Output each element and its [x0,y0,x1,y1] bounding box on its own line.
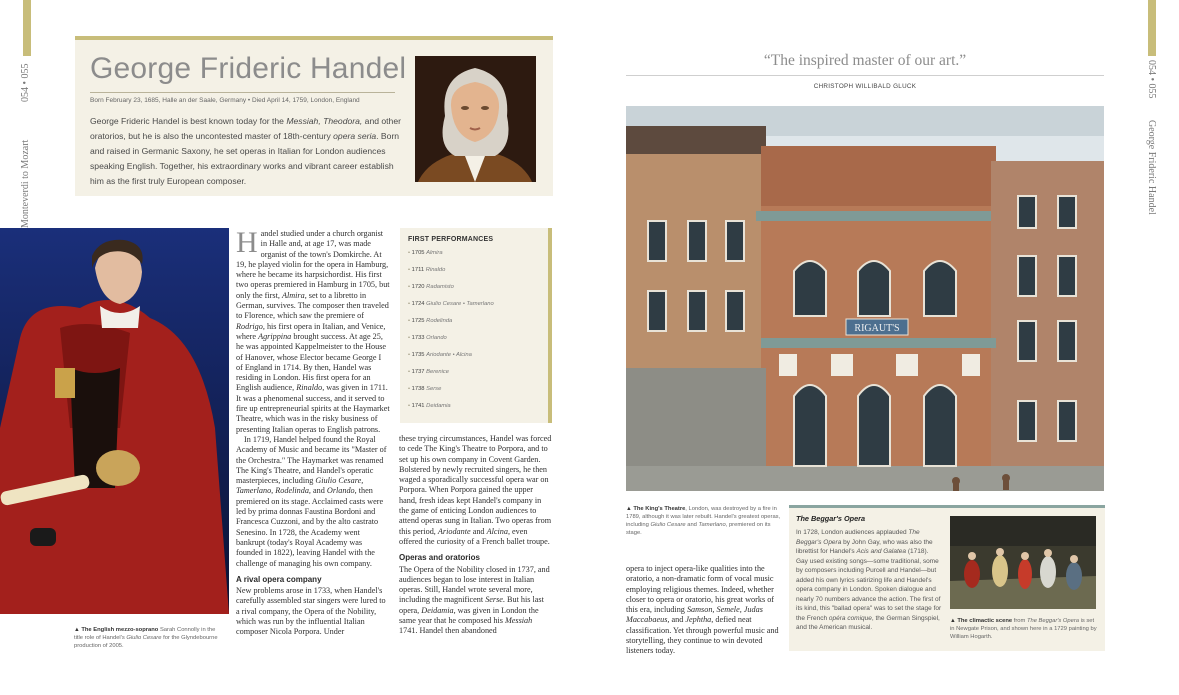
first-performance-year: 1724 [411,301,427,307]
subhead-operas-oratorios: Operas and oratorios [399,553,480,563]
quote-divider [626,75,1104,76]
title-divider [90,92,395,93]
col1-para3: New problems arose in 1733, when Handel's carefully assembled star singers were lured to a rival company, the Opera of the Nobility, which was run by the influential Italian composer Nicola Porpora. Under [236,586,386,637]
first-performances-title: FIRST PERFORMANCES [408,236,494,243]
beggars-opera-text: In 1728, London audiences applauded The Beggar's Opera by John Gay, who was also the librettist for Handel's Acis and Galatea (1718). Gay used existing songs—some traditional, some by composers including Purcell and Handel—but added his own lyrics satirizing life and Handel's opera company in London. Spoken dialogue and nearly 70 numbers advance the action. The first of its kind, this "ballad opera" was to set the stage for the French opéra comique, the German Singspiel, and the American musical. [796,529,942,631]
first-performance-work: Serse [426,386,442,392]
first-performance-item: • 1735 Ariodante • Alcina [408,352,472,358]
first-performance-work: Rodelinda [426,318,453,324]
first-performance-work: Orlando [426,335,447,341]
first-performance-item: • 1737 Berenice [408,369,450,375]
first-performance-item: • 1705 Almira [408,250,443,256]
col2-para1: these trying circumstances, Handel was forced to cede The King's Theatre to Porpora, and to set up his own company in Covent Garden. Bolstered by newly recruited singers, he then waged a sporadically successful opera war on Porpora. When Porpora gained the upper hand, fresh ideas kept Handel's company in the game of enticing London audiences to attend operas sung in Italian. Two operas from this period, Ariodante and Alcina, even offered the curiosity of a French ballet troupe. [399,434,552,546]
col2-para2: The Opera of the Nobility closed in 1737, and audiences began to lose interest in Italian operas. Still, Handel wrote several more, including the magnificent Serse. But his last opera, Deidamia, was given in London the same year that he composed his Messiah 1741. Handel then abandoned [399,564,550,636]
singer-caption: ▲ The English mezzo-soprano Sarah Connolly in the title role of Handel's Giulio Cesare for the Glyndebourne production of 2005. [74,627,218,649]
first-performance-work: Radamisto [426,284,454,290]
handel-portrait [415,56,536,182]
col1-para2: In 1719, Handel helped found the Royal Academy of Music and became its "Master of the Orchestra." The Haymarket was renamed The King's Theatre, and Handel's operatic masterpieces, including Giulio Cesare, Tamerlano, Rodelinda, and Orlando, then premiered on its stage. Acclaimed casts were led by prima donnas Faustina Bordoni and Francesca Cuzzoni, and by the alto castrato Senesino. In 1728, the Academy went bankrupt (today's Royal Academy was founded in 1822), leaving Handel with the challenge of managing his own company. [236,434,387,568]
first-performance-year: 1705 [411,250,427,256]
first-performance-work: Ariodante • Alcina [426,352,472,358]
first-performances-panel [400,228,552,423]
section-label: Monteverdi to Mozart [20,139,31,228]
right-page-number: 054 • 055 [1146,60,1157,99]
theatre-caption: ▲ The King's Theatre, London, was destroyed by a fire in 1789, although it was later rebuilt. Handel's greatest operas, including Giulio Cesare and Tamerlano, premiered on its stage. [626,506,781,536]
first-performance-item: • 1711 Rinaldo [408,267,446,273]
first-performance-item: • 1733 Orlando [408,335,447,341]
beggars-opera-title: The Beggar's Opera [796,514,866,523]
pull-quote: “The inspired master of our art.” [763,52,967,69]
left-tab-bar [23,0,31,56]
first-performance-year: 1737 [411,369,427,375]
right-tab-bar [1148,0,1156,56]
left-page-number: 054 • 055 [20,63,31,102]
life-dates: Born February 23, 1685, Halle an der Saale, Germany • Died April 14, 1759, London, England [90,97,360,104]
body-column-3 [626,564,780,657]
theatre-sign: RIGAUT'S [854,323,900,334]
first-performance-year: 1720 [411,284,427,290]
first-performance-work: Giulio Cesare • Tamerlano [426,301,494,307]
first-performance-item: • 1724 Giulio Cesare • Tamerlano [408,301,494,307]
body-column-1 [236,226,390,638]
first-performance-year: 1741 [411,403,427,409]
first-performance-item: • 1720 Radamisto [408,284,454,290]
first-performance-item: • 1741 Deidamia [408,403,451,409]
first-performance-work: Deidamia [426,403,451,409]
first-performance-year: 1711 [411,267,426,273]
first-performance-year: 1725 [411,318,427,324]
quote-author: CHRISTOPH WILLIBALD GLUCK [813,83,917,90]
col3-para1: opera to inject opera-like qualities into the oratorio, a non-dramatic form of vocal music employing religious themes. Indeed, whether closer to opera or oratorio, his great works of this era, including Samson, Semele, Judas Maccabaeus, and Jephtha, defied neat classification. Yet through powerful music and storytelling, they continue to win devoted listeners today. [626,564,779,656]
first-performance-work: Almira [426,250,443,256]
running-head: George Frideric Handel [1146,120,1157,215]
page-title: George Frideric Handel [90,52,407,85]
kings-theatre-illustration [626,106,1104,491]
hogarth-caption: ▲ The climactic scene from The Beggar's Opera is set in Newgate Prison, and shown here in a 1729 painting by William Hogarth. [950,618,1097,640]
first-performance-item: • 1738 Serse [408,386,442,392]
hogarth-painting [950,516,1096,609]
first-performance-year: 1735 [411,352,427,358]
subhead-rival-opera: A rival opera company [236,574,322,584]
col1-para1: andel studied under a church organist in Halle and, at age 17, was made organist of the town's Domkirche. At 19, he played violin for the opera in Hamburg, where he became its harpsichordist. His first two operas premiered in Hamburg in 1705, but only the first, Almira, set to a libretto in German, survives. The composer then traveled to Florence, which saw the premiere of Rodrigo, his first opera in Italian, and Venice, where Agrippina brought success. At age 25, he was appointed Kappelmeister to the House of Hanover, whose Elector became George I of England in 1714. By then, Handel was residing in London. His first opera for an English audience, Rinaldo, was given in 1711. It was a phenomenal success, and it served to fire up entrepreneurial spirits at the Haymarket Theatre, which was in the risky business of presenting Italian operas to English patrons. [236,229,390,434]
first-performance-year: 1738 [411,386,427,392]
singer-photo [0,228,229,614]
first-performance-item: • 1725 Rodelinda [408,318,453,324]
dropcap: H [236,226,258,259]
intro-paragraph: George Frideric Handel is best known today for the Messiah, Theodora, and other oratorios, but he is also the uncontested master of 18th-century opera seria. Born and raised in Germanic Saxony, he set operas in Italian for London audiences speaking English. Together, his extraordinary works and vibrant career establish him as the first truly European composer. [90,116,401,186]
body-column-2 [399,434,552,637]
first-performance-year: 1733 [411,335,427,341]
first-performance-work: Berenice [426,369,450,375]
first-performance-work: Rinaldo [425,267,446,273]
